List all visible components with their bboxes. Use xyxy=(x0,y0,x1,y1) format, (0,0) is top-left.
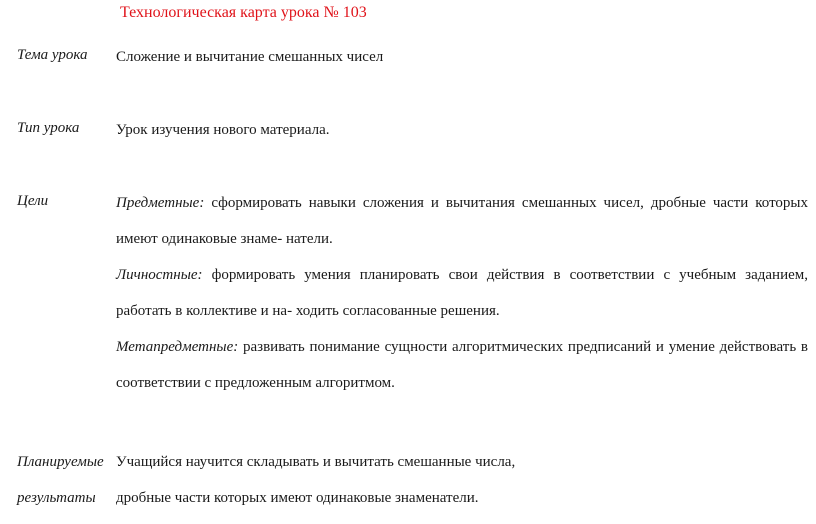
results-line1: Учащийся научится складывать и вычитать смешанные числа, xyxy=(116,454,516,470)
goal-meta-line1 xyxy=(116,337,808,373)
goal-personal-line2: работать в коллективе и на- ходить согласованные решения. xyxy=(116,303,500,319)
goal-personal-line1 xyxy=(116,265,808,301)
goal-subject-label: Предметные: xyxy=(116,195,205,211)
goal-subject-line2: имеют одинаковые знаме- натели. xyxy=(116,231,333,247)
goal-meta-text1: развивать понимание сущности алгоритмических предписаний и умение действовать в xyxy=(243,339,809,355)
goal-meta-label: Метапредметные: xyxy=(116,339,239,355)
goal-personal-label: Личностные: xyxy=(116,267,203,283)
results-line2: дробные части которых имеют одинаковые знаменатели. xyxy=(116,490,479,506)
goal-subject-line1 xyxy=(116,193,808,229)
lesson-type-text: Урок изучения нового материала. xyxy=(116,122,330,138)
topic-text: Сложение и вычитание смешанных чисел xyxy=(116,49,384,65)
results-label-line2: результаты xyxy=(17,490,96,506)
goal-meta-line2: соответствии с предложенным алгоритмом. xyxy=(116,375,395,391)
lesson-type-label: Тип урока xyxy=(17,120,80,136)
results-label-line1: Планируемые xyxy=(17,454,104,470)
results-content xyxy=(116,452,808,524)
topic-value xyxy=(116,47,808,83)
goals-label: Цели xyxy=(17,193,49,209)
results-label xyxy=(17,452,104,524)
goal-subject-text1: сформировать навыки сложения и вычитания смешанных чисел, дробные части которых xyxy=(211,195,809,211)
topic-label: Тема урока xyxy=(17,47,88,63)
goal-personal-text1: формировать умения планировать свои действия в соответствии с учебным заданием, xyxy=(211,267,809,283)
goals-content xyxy=(116,193,808,409)
lesson-type-value xyxy=(116,120,808,156)
document-title: Технологическая карта урока № 103 xyxy=(120,4,367,21)
